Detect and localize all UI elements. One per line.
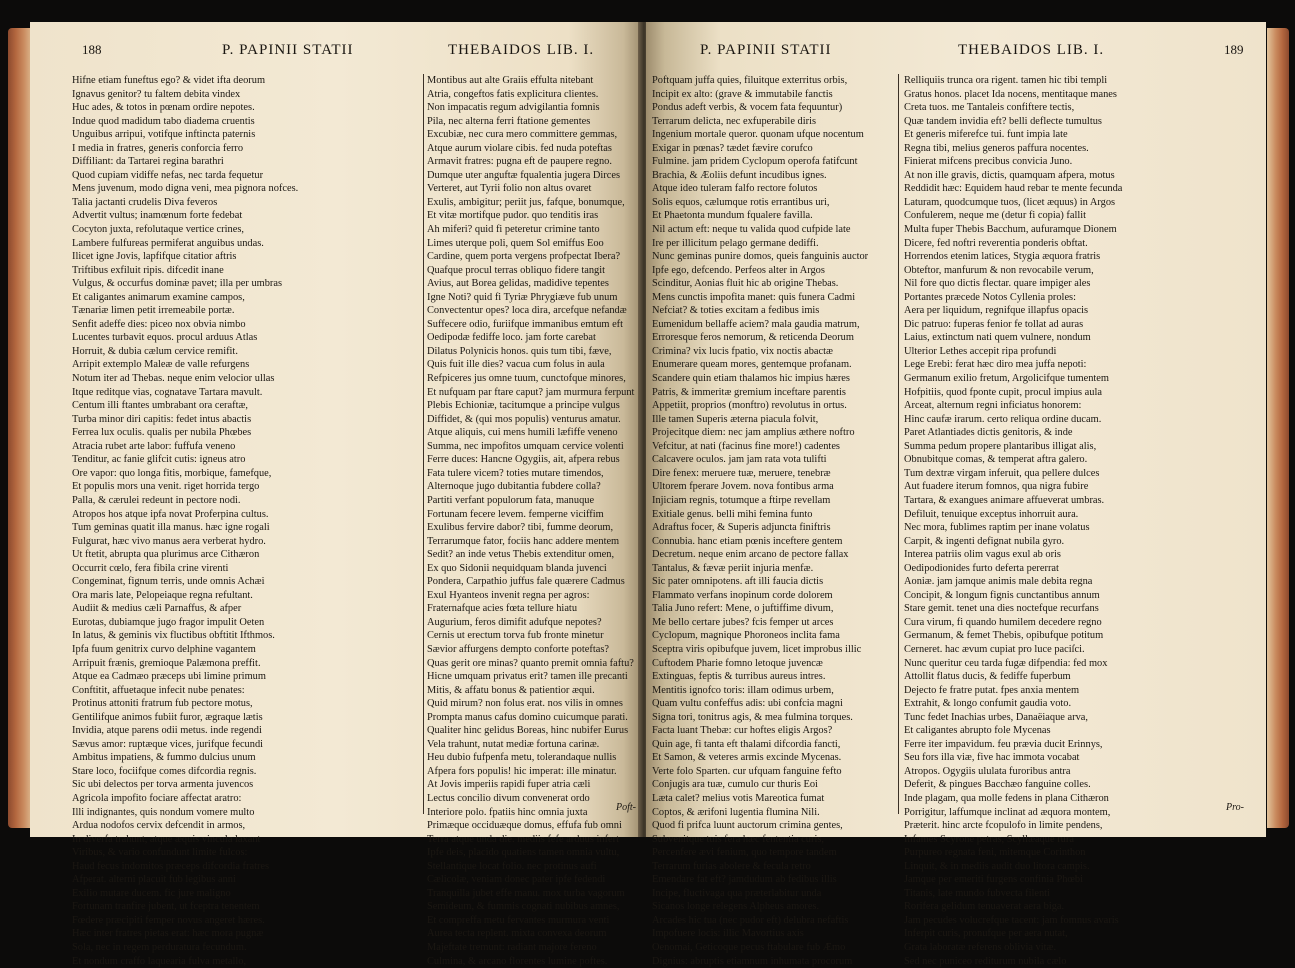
- verse-line: Subvenitque tuis fera hæc fententia curis,: [652, 833, 824, 845]
- verse-line: Arripit extemplo Maleæ de valle refurgens: [72, 359, 250, 371]
- verse-line: Interiore polo. fpatiis hinc omnia juxta: [427, 806, 588, 818]
- verse-line: Pondus adeft verbis, & vocem fata fequuntur): [652, 102, 843, 114]
- verse-line: Appetiit, proprios (monftro) revolutus in ortus.: [652, 400, 847, 412]
- verse-line: Crimina? vix lucis fpatio, vix noctis abactæ: [652, 345, 833, 357]
- verse-line: Plebis Echioniæ, tacitumque a principe vulgus: [427, 400, 620, 412]
- verse-line: Cardine, quem porta vergens profpectat Ibera?: [427, 251, 621, 263]
- verse-line: Tænariæ limen petit irremeabile portæ.: [72, 305, 235, 317]
- verse-line: Mens juvenum, modo digna veni, mea pignora nofces.: [72, 183, 299, 195]
- verse-line: Extinguas, feptis & turribus aureus intres.: [652, 671, 826, 683]
- verse-line: Stare loco, fociifque comes difcordia regnis.: [72, 765, 257, 777]
- verse-line: Linquit, & in mediis audit duo litora campis.: [904, 860, 1090, 872]
- verse-line: Quam vultu confeffus adis: ubi confcia magni: [652, 698, 843, 710]
- verse-line: Pondera, Carpathio juffus fale quærere Cadmus: [427, 576, 625, 588]
- verse-line: Talia Juno refert: Mene, o juftiffime divum,: [652, 603, 834, 615]
- verse-line: Tum geminas quatit illa manus. hæc igne rogali: [72, 522, 270, 534]
- verse-line: Illi indignantes, quis nondum vomere multo: [72, 806, 255, 818]
- verse-line: Tenditur, ac fanie glifcit cutis: igneus atro: [72, 454, 246, 466]
- verse-line: Tum dextræ virgam inferuit, qua pellere dulces: [904, 467, 1100, 479]
- verse-line: At non ille gravis, dictis, quamquam afpera, motus: [904, 169, 1115, 181]
- verse-line: Multa fuper Thebis Bacchum, aufuramque Dionem: [904, 224, 1117, 236]
- verse-line: Stare gemit. tenet una dies noctefque recurfans: [904, 603, 1099, 615]
- verse-line: Tranquilla jubet effe manu. mox turba vagorum: [427, 887, 625, 899]
- right-header-author: P. PAPINII STATII: [700, 42, 832, 58]
- verse-line: Summa pedum propere plantaribus illigat alis,: [904, 440, 1097, 452]
- verse-line: Confulerem, neque me (detur fi copia) fallit: [904, 210, 1087, 222]
- verse-line: Et compreffa metu fervantes murmura venti: [427, 914, 610, 926]
- verse-line: Inde plagam, qua molle fedens in plana Cithæron: [904, 792, 1109, 804]
- verse-line: Ferre iter impavidum. feu prævia ducit Erinnys,: [904, 738, 1103, 750]
- verse-line: Tantalus, & fævæ periit injuria menfæ.: [652, 562, 814, 574]
- verse-line: Semideum, & fummis cognati nubibus amnes,: [427, 901, 620, 913]
- verse-line: Convectentur opes? loca dira, arcefque nefandæ: [427, 305, 627, 317]
- verse-line: Quin age, fi tanta eft thalami difcordia fancti,: [652, 738, 841, 750]
- verse-line: Exilio mutare ducem. fic jure maligno: [72, 887, 231, 899]
- right-page: [646, 22, 1266, 967]
- verse-line: Atracia rubet arte labor: fuffufa veneno: [72, 440, 236, 452]
- verse-line: Infames Scyrone petras, Scyllæaque rura: [904, 833, 1074, 845]
- verse-line: Quis fuit ille dies? vacua cum folus in aula: [427, 359, 605, 371]
- verse-line: Ferrea lux oculis. qualis per nubila Phœbes: [72, 427, 252, 439]
- verse-line: Culmina, & arcano florentes lumine poftes.: [427, 955, 608, 967]
- verse-line: Armavit fratres: pugna eft de paupere regno.: [427, 156, 612, 168]
- verse-line: Hifne etiam funeftus ego? & videt ifta deorum: [72, 75, 266, 86]
- verse-line: Lucentes turbavit equos. procul arduus Atlas: [72, 332, 258, 344]
- verse-line: Et caligantes animarum examine campos,: [72, 291, 245, 303]
- verse-line: Exitiale genus. belli mihi femina funto: [652, 508, 813, 520]
- verse-line: Purpureo regnata feni, mitemque Corinthon: [904, 847, 1086, 859]
- verse-line: Finierat mifcens precibus convicia Juno.: [904, 156, 1073, 168]
- verse-line: Nefciat? & toties excitam a fedibus imis: [652, 305, 820, 317]
- verse-line: Nil actum eft: neque tu valida quod cufpide late: [652, 224, 851, 236]
- verse-line: Et nondum craffo laquearia fulva metallo,: [72, 955, 247, 967]
- verse-line: Dejecto fe fratre putat. fpes anxia mentem: [904, 684, 1080, 696]
- verse-line: Creta tuos. me Tantaleis confiftere tectis,: [904, 102, 1075, 114]
- right-catchword: Pro-: [1226, 802, 1244, 813]
- verse-line: Partiti verfant populorum fata, manuque: [427, 494, 595, 506]
- verse-line: Exul Hyanteos invenit regna per agros:: [427, 589, 590, 601]
- verse-line: Turba minor diri capitis: fedet intus abactis: [72, 413, 252, 425]
- left-column-2: [427, 74, 641, 968]
- verse-line: Primæque occiduæque domus, effufa fub omni: [427, 820, 622, 832]
- verse-line: Avius, aut Borea gelidas, madidive tepentes: [427, 278, 609, 290]
- verse-line: Excubiæ, nec cura mero committere gemmas,: [427, 129, 618, 141]
- verse-line: Defiluit, tenuique exceptus inhorruit aura.: [904, 508, 1079, 520]
- verse-line: Atropos. Ogygiis ululata furoribus antra: [904, 765, 1071, 777]
- verse-line: Fœdere præcipiti femper novus angeret hæres.: [72, 914, 265, 926]
- column-rule: [898, 74, 899, 814]
- verse-line: Incipe, fluctivaga qua præterlabitur unda: [652, 887, 822, 899]
- verse-line: Nec mora, fublimes raptim per inane volatus: [904, 522, 1090, 534]
- verse-line: Atque ea Cadmæo præceps ubi limine primum: [72, 671, 266, 683]
- verse-line: Protinus attoniti fratrum fub pectore motus,: [72, 698, 253, 710]
- left-page-number: 188: [82, 42, 102, 57]
- verse-line: Occurrit cœlo, fera fibila crine virenti: [72, 562, 229, 574]
- verse-line: Ore vapor: quo longa fitis, morbique, famefque,: [72, 467, 272, 479]
- verse-line: Ipfe deis, placido quatiens tamen omnia vultu,: [427, 847, 620, 859]
- verse-line: Dumque uter anguftæ fqualentia jugera Dirces: [427, 169, 621, 181]
- verse-line: Portantes præcede Notos Cyllenia proles:: [904, 291, 1076, 303]
- verse-line: Enumerare queam mores, gentemque profanam.: [652, 359, 852, 371]
- verse-line: Sævior affurgens dempto conforte poteftas?: [427, 643, 609, 655]
- verse-line: Summa, nec impofitos umquam cervice volenti: [427, 440, 624, 452]
- verse-line: Projecitque diem: nec jam amplius æthere noftro: [652, 427, 855, 439]
- verse-line: Calcavere oculos. jam jam rata vota tulifti: [652, 454, 827, 466]
- verse-line: Carpit, & ingenti defignat nubila gyro.: [904, 535, 1065, 547]
- verse-line: Et caligantes abrupto fole Mycenas: [904, 725, 1051, 737]
- verse-line: Sedit? an inde vetus Thebis extenditur omen,: [427, 549, 615, 561]
- verse-line: Cyclopum, magnique Phoroneos inclita fama: [652, 630, 840, 642]
- verse-line: Verteret, aut Tyrii folio non altus ovaret: [427, 183, 592, 195]
- verse-line: Diffidet, & (qui mos populis) venturus amatur.: [427, 413, 621, 425]
- verse-line: Ultorem fperare Jovem. nova fontibus arma: [652, 481, 834, 493]
- right-page-edges: [1267, 28, 1289, 828]
- verse-line: Deferit, & pingues Bacchæo fanguine colles.: [904, 779, 1091, 791]
- verse-line: Advertit vultus; inamœnum forte fedebat: [72, 210, 243, 222]
- left-column-1: [72, 74, 418, 968]
- verse-line: Fulgurat, hæc vivo manus aera verberat hydro.: [72, 535, 266, 547]
- left-catchword: Poft-: [616, 802, 636, 813]
- verse-line: Vefcitur, at nati (facinus fine more!) cadentes: [652, 440, 840, 452]
- verse-line: Connubia. hanc etiam pœnis inceftere gentem: [652, 535, 843, 547]
- verse-line: Paret Atlantiades dictis genitoris, & inde: [904, 427, 1073, 439]
- verse-line: Eumenidum bellaffe aciem? mala gaudia matrum,: [652, 318, 860, 330]
- verse-line: Læta calet? melius votis Mareotica fumat: [652, 792, 825, 804]
- verse-line: Vulgus, & occurfus dominæ pavet; illa per umbras: [72, 278, 283, 290]
- verse-line: Dire fenex: meruere tuæ, meruere, tenebræ: [652, 467, 831, 479]
- verse-line: Mitis, & affatu bonus & patientior æqui.: [427, 684, 595, 696]
- verse-line: Congeminat, fignum terris, unde omnis Achæi: [72, 576, 265, 588]
- verse-line: Alternoque jugo dubitantia fubdere colla?: [427, 481, 601, 493]
- verse-line: Cuftodem Pharie fomno letoque juvencæ: [652, 657, 823, 669]
- verse-line: I media in fratres, generis conforcia ferro: [72, 142, 244, 154]
- verse-line: Itque reditque vias, cognatave Tartara mavult.: [72, 386, 263, 398]
- verse-line: Haud fecus indomitos præceps difcordia fratres: [72, 860, 270, 872]
- verse-line: Sicanos longe relegens Alpheus amores.: [652, 901, 820, 913]
- right-header-title: THEBAIDOS LIB. I.: [958, 42, 1105, 58]
- verse-line: Indue quod madidum tabo diadema cruentis: [72, 115, 255, 127]
- verse-line: Aoniæ. jam jamque animis male debita regna: [904, 576, 1093, 588]
- verse-line: Sola, nec in regem perduratura fecundum.: [72, 942, 247, 953]
- verse-line: Et vitæ mortifque pudor. quo tenditis iras: [427, 210, 599, 222]
- verse-line: Ambitus impatiens, & fummo dulcius unum: [72, 752, 256, 764]
- verse-line: Non impacatis regum advigilantia fomnis: [427, 102, 600, 114]
- left-header-title: THEBAIDOS LIB. I.: [448, 42, 595, 58]
- open-book: [0, 22, 1295, 967]
- verse-line: Mentitis ignofco toris: illam odimus urbem,: [652, 684, 834, 696]
- verse-line: Gentilifque animos fubiit furor, ægraque lætis: [72, 711, 263, 723]
- verse-line: Atropos hos atque ipfa novat Proferpina cultus.: [72, 508, 269, 520]
- verse-line: Injiciam regnis, totumque a ftirpe revellam: [652, 494, 831, 506]
- verse-line: Aera per liquidum, regnifque illapfus opacis: [904, 305, 1089, 317]
- verse-line: Triftibus exfiluit ripis. difcedit inane: [72, 264, 224, 276]
- verse-line: Audiit & medius cæli Parnaffus, & afper: [72, 603, 242, 615]
- verse-line: Dilatus Polynicis honos. quis tum tibi, fæve,: [427, 345, 612, 357]
- verse-line: Et Samon, & veteres armis excinde Mycenas.: [652, 752, 842, 764]
- verse-line: Mens cunctis impofita manet: quis funera Cadmi: [652, 291, 856, 303]
- verse-line: Quod cupiam vidiffe nefas, nec tarda fequetur: [72, 169, 264, 181]
- verse-line: Hinc caufæ irarum. certo reliqua ordine ducam.: [904, 413, 1102, 425]
- verse-line: Tunc fedet Inachias urbes, Danaëiaque arva,: [904, 711, 1088, 723]
- left-page: [30, 22, 642, 967]
- verse-line: Stellantique locat folio. nec protinus aufi: [427, 860, 597, 872]
- verse-line: Gratus honos. placet Ida nocens, mentitaque manes: [904, 88, 1117, 100]
- verse-line: Centum illi ftantes umbrabant ora ceraftæ,: [72, 400, 249, 412]
- verse-line: Dignius: abruptis etiamnum inhumata procorum: [652, 955, 853, 967]
- verse-line: Quid mirum? non folus erat. nos vilis in omnes: [427, 698, 623, 710]
- verse-line: Fraternafque acies fœta tellure hiatu: [427, 603, 578, 615]
- verse-line: Flammato verfans inopinum corde dolorem: [652, 589, 833, 601]
- verse-line: Lambere fulfureas permiferat anguibus undas.: [72, 237, 264, 249]
- verse-line: Ora maris late, Pelopeiaque regna refultant.: [72, 589, 253, 601]
- verse-line: Ire per illicitum pelago germane dediffi.: [652, 237, 819, 249]
- verse-line: Germanum, & femet Thebis, opibufque potitum: [904, 630, 1104, 642]
- verse-line: Grata laboratæ referens oblivia vitæ.: [904, 942, 1057, 953]
- verse-line: Oedipodionides furto deferta pererrat: [904, 562, 1059, 574]
- verse-line: Reddidit hæc: Equidem haud rebar te mente fecunda: [904, 183, 1123, 195]
- verse-line: Ah miferi? quid fi peteretur crimine tanto: [427, 224, 600, 236]
- verse-line: Attollit flatus ducis, & fediffe fuperbum: [904, 671, 1071, 683]
- column-rule: [423, 74, 424, 814]
- verse-line: Cocyton juxta, refolutaque vertice crines,: [72, 224, 244, 236]
- verse-line: Oedipodæ fediffe loco. jam forte carebat: [427, 332, 596, 344]
- verse-line: Incipit ex alto: (grave & immutabile fanctis: [652, 88, 833, 100]
- verse-line: Verte folo Sparten. cur ufquam fanguine fefto: [652, 765, 842, 777]
- verse-line: Obnubitque comas, & temperat aftra galero.: [904, 454, 1088, 466]
- verse-line: Huc ades, & totos in pœnam ordire nepotes.: [72, 102, 255, 114]
- verse-line: Cælicolæ, veniam donec pater ipfe fedendi: [427, 874, 606, 886]
- right-column-1: [652, 74, 892, 968]
- verse-line: Afpera fors populis! hic imperat: ille minatur.: [427, 765, 617, 777]
- verse-line: Fulmine. jam pridem Cyclopum operofa fatifcunt: [652, 156, 858, 168]
- verse-line: Exulis, ambigitur; periit jus, fafque, bonumque,: [427, 196, 625, 208]
- verse-line: Sed nec puniceo rediturum nubila cælo: [904, 955, 1067, 967]
- verse-line: Germanum exilio fretum, Argolicifque tumentem: [904, 373, 1109, 385]
- verse-line: Terrarum furias abolere & fecula retro: [652, 860, 811, 872]
- verse-line: Nunc geminas punire domos, queis fanguinis auctor: [652, 251, 869, 263]
- verse-line: Agricola impofito fociare affectat aratro:: [72, 792, 242, 804]
- verse-line: Augurium, feros dimifit adufque nepotes?: [427, 616, 602, 628]
- verse-line: At Jovis imperiis rapidi fuper atria cæli: [427, 779, 591, 791]
- right-page-number: 189: [1224, 42, 1244, 57]
- verse-line: Conjugis ara tuæ, cumulo cur thuris Eoi: [652, 779, 818, 791]
- verse-line: Et populis mors una venit. riget horrida tergo: [72, 481, 260, 493]
- verse-line: Ex quo Sidonii nequidquam blanda juvenci: [427, 562, 607, 574]
- verse-line: Quafque procul terras obliquo fidere tangit: [427, 264, 606, 276]
- verse-line: Palla, & cærulei redeunt in pectore nodi.: [72, 494, 241, 506]
- verse-line: Præterit. hinc arcte fcopulofo in limite pendens,: [904, 820, 1103, 832]
- verse-line: Ulterior Lethes accepit ripa profundi: [904, 345, 1057, 357]
- verse-line: Exigar in pœnas? tædet fævire corufco: [652, 142, 813, 154]
- verse-line: Terrarum delicta, nec exfuperabile diris: [652, 115, 816, 127]
- verse-line: Decretum. neque enim arcano de pectore fallax: [652, 549, 849, 561]
- verse-line: Ut ftetit, abrupta qua plurimus arce Cithæron: [72, 549, 260, 561]
- verse-line: Jamque per emeriti furgens confinia Phœbi: [904, 874, 1083, 886]
- verse-line: Facta luant Thebæ: cur hoftes eligis Argos?: [652, 725, 833, 737]
- verse-line: Sceptra viris opibufque juvem, licet improbus illic: [652, 643, 862, 655]
- verse-line: Ferre duces: Hancne Ogygiis, ait, afpera rebus: [427, 454, 620, 466]
- verse-line: Tartara, & exangues animare affueverat umbras.: [904, 494, 1105, 506]
- verse-line: Sic ubi delectos per torva armenta juvencos: [72, 779, 254, 791]
- verse-line: Quas gerit ore minas? quanto premit omnia faftu?: [427, 657, 634, 669]
- verse-line: Ingenium mortale queror. quonam ufque nocentum: [652, 129, 864, 141]
- verse-line: Heu dubio fufpenfa metu, tolerandaque nullis: [427, 752, 617, 764]
- verse-line: Atria, congeftos fatis explicitura clientes.: [427, 88, 599, 100]
- verse-line: Lectus concilio divum convenerat ordo: [427, 792, 590, 804]
- verse-line: Senfit adeffe dies: piceo nox obvia nimbo: [72, 318, 246, 330]
- verse-line: Cernis ut erectum torva fub fronte minetur: [427, 630, 604, 642]
- verse-line: Emendare fat eft? jamdudum ab fedibus illis: [652, 874, 837, 886]
- verse-line: Cerneret. hac ævum cupiat pro luce paciſci.: [904, 643, 1085, 655]
- verse-line: Signa tori, tonitrus agis, & mea fulmina torques.: [652, 711, 853, 723]
- verse-line: Igne Noti? quid fi Tyriæ Phrygiæve fub unum: [427, 291, 618, 303]
- verse-line: Eurotas, dubiamque jugo fragor impulit Oeten: [72, 616, 265, 628]
- verse-line: Pila, nec alterna ferri ftatione gementes: [427, 115, 591, 127]
- verse-line: Notum iter ad Thebas. neque enim velocior ullas: [72, 373, 275, 385]
- verse-line: Inferpit curis, pronufque per aera nutat,: [904, 928, 1068, 940]
- verse-line: Porrigitur, laffumque inclinat ad æquora montem,: [904, 806, 1111, 818]
- verse-line: Atque aurum violare cibis. fed nuda poteftas: [427, 142, 612, 154]
- verse-line: Jam pecudes volucrefque tacent: jam fomnus avaris: [904, 914, 1119, 926]
- verse-line: Coptos, & ærifoni lugentia flumina Nili.: [652, 806, 820, 818]
- left-header-author: P. PAPINII STATII: [222, 42, 354, 58]
- verse-line: Aurea tecta replent. mixta convexa deorum: [427, 928, 607, 940]
- verse-line: Unguibus arripui, votifque inftincta paternis: [72, 129, 256, 141]
- verse-line: Laius, extinctum nati quem vulnere, nondum: [904, 332, 1091, 344]
- verse-line: Arripuit frænis, gremioque Palæmona preffit.: [72, 657, 261, 669]
- verse-line: Invidia, atque parens odii metus. inde regendi: [72, 725, 262, 737]
- verse-line: Atque aliquis, cui mens humili læfiffe veneno: [427, 427, 618, 439]
- verse-line: Ipfe ego, defcendo. Perfeos alter in Argos: [652, 264, 825, 276]
- verse-line: Titanis, late mundo fubvecta filenti: [904, 887, 1050, 899]
- verse-line: Limes uterque poli, quem Sol emiffus Eoo: [427, 237, 604, 249]
- verse-line: Nunc queritur ceu tarda fugæ difpendia: fed mox: [904, 657, 1108, 669]
- verse-line: Et Phaetonta mundum fqualere favilla.: [652, 210, 813, 222]
- verse-line: Et nufquam par ftare caput? jam murmura ferpunt: [427, 386, 635, 398]
- verse-line: In diverfa trahunt, atque æquis vincula laxant: [72, 833, 261, 845]
- verse-line: Regna tibi, melius generos paffura nocentes.: [904, 142, 1089, 154]
- verse-line: Arcades hic tua (nec pudor eft) delubra nefaftis: [652, 914, 849, 926]
- verse-line: Talia jactanti crudelis Diva feveros: [72, 196, 218, 208]
- verse-line: Seu fors illa viæ, five hac immota vocabat: [904, 752, 1080, 764]
- verse-line: Fata tulere vicem? toties mutare timendos,: [427, 467, 604, 479]
- verse-line: Ardua nodofos cervix defcendit in armos,: [72, 820, 246, 832]
- verse-line: Quæ tandem invidia eft? belli deflecte tumultus: [904, 115, 1102, 127]
- verse-line: In latus, & geminis vix fluctibus obftitit Ifthmos.: [72, 630, 275, 642]
- verse-line: Terrarumque fator, fociis hanc addere mentem: [427, 535, 620, 547]
- verse-line: Suffecere odio, furiifque immanibus emtum eft: [427, 318, 624, 330]
- verse-line: Ignavus genitor? tu faltem debita vindex: [72, 88, 241, 100]
- verse-line: Concipit, & longum fignis cunctantibus annum: [904, 589, 1100, 601]
- verse-line: Montibus aut alte Graiis effulta nitebant: [427, 75, 594, 86]
- verse-line: Qualiter hinc gelidus Boreas, hinc nubifer Eurus: [427, 725, 629, 737]
- verse-line: Interea patriis olim vagus exul ab oris: [904, 549, 1061, 561]
- verse-line: Percenfere ævi fenium, quo tempore tandem: [652, 847, 837, 859]
- verse-line: Majeftate tremunt: radiant majore fereno: [427, 942, 597, 953]
- verse-line: Me bello certare jubes? fcis femper ut arces: [652, 616, 834, 628]
- verse-line: Ipfa fuum genitrix curvo delphine vagantem: [72, 643, 256, 655]
- verse-line: Conftitit, affuetaque infecit nube penates:: [72, 684, 245, 696]
- right-column-2: [904, 74, 1250, 968]
- verse-line: Ilicet igne Jovis, lapfifque citatior aftris: [72, 251, 237, 263]
- verse-line: Viribus, & vario confundunt limite fulcos:: [72, 847, 248, 859]
- verse-line: Sic pater omnipotens. aft illi faucia dictis: [652, 576, 824, 588]
- verse-line: Poftquam juffa quies, filuitque exterritus orbis,: [652, 75, 848, 86]
- verse-line: Ille tamen Superis æterna piacula folvit,: [652, 413, 819, 425]
- verse-line: Relliquiis trunca ora rigent. tamen hic tibi templi: [904, 75, 1108, 86]
- verse-line: Quod fi prifca luunt auctorum crimina gentes,: [652, 820, 843, 832]
- verse-line: Afperat. alterni placuit fub legibus anni: [72, 874, 236, 886]
- verse-line: Cura virum, fi quando humilem decedere regno: [904, 616, 1102, 628]
- verse-line: Erroresque feros nemorum, & reticenda Deorum: [652, 332, 854, 344]
- verse-line: Vela trahunt, nutat mediæ fortuna carinæ.: [427, 738, 600, 750]
- verse-line: Sævus amor: ruptæque vices, jurifque fecundi: [72, 738, 264, 750]
- verse-line: Prompta manus cafus domino cuicumque parati.: [427, 711, 628, 723]
- verse-line: Dicere, fed noftri reverentia ponderis obftat.: [904, 237, 1088, 249]
- verse-line: Refpiceres jus omne tuum, cunctofque minores,: [427, 373, 626, 385]
- verse-line: Arceat, alternum regni inficiatus honorem:: [904, 400, 1082, 412]
- verse-line: Hofpitiis, quod fponte cupit, procul impius aula: [904, 386, 1102, 398]
- verse-line: Rorifera gelidum tenuaverat aera biga.: [904, 901, 1065, 913]
- verse-line: Aut fuadere iterum fomnos, qua nigra fubire: [904, 481, 1089, 493]
- verse-line: Terra atque unda die. mediis fefe arduus infert: [427, 833, 619, 845]
- verse-line: Impofuere locis: illic Mavortius axis: [652, 928, 804, 940]
- verse-line: Diffiliant: da Tartarei regina barathri: [72, 156, 224, 168]
- verse-line: Dic patruo: fuperas fenior fe tollat ad auras: [904, 318, 1084, 330]
- verse-line: Brachia, & Æoliis defunt incudibus ignes.: [652, 169, 827, 181]
- verse-line: Horrendos etenim latices, Stygia æquora fratris: [904, 251, 1101, 263]
- verse-line: Hæc inter fratres pietas erat: hæc mora pugnæ: [72, 928, 264, 940]
- verse-line: Fortunam fecere levem. femperne viciffim: [427, 508, 604, 520]
- verse-line: Oenomai, Geticoque pecus ftabulare fub Æmo: [652, 942, 846, 953]
- verse-line: Adraftus focer, & Superis adjuncta finiftris: [652, 522, 831, 534]
- verse-line: Obteftor, manfurum & non revocabile verum,: [904, 264, 1094, 276]
- verse-line: Solis equos, cælumque rotis errantibus uri,: [652, 196, 830, 208]
- verse-line: Hicne umquam privatus erit? tamen ille precanti: [427, 671, 628, 683]
- verse-line: Exulibus fervire dabor? tibi, fumme deorum,: [427, 522, 614, 534]
- verse-line: Lege Erebi: ferat hæc diro mea juffa nepoti:: [904, 359, 1087, 371]
- verse-line: Extrahit, & longo confumit gaudia voto.: [904, 698, 1072, 710]
- verse-line: Patris, & immeritæ gremium inceftare parentis: [652, 386, 846, 398]
- verse-line: Fortunam tranfire jubent, ut fceptra tenentem: [72, 901, 260, 913]
- verse-line: Atque ideo tuleram falfo rectore folutos: [652, 183, 818, 195]
- verse-line: Et generis miferefce tui. funt impia late: [904, 129, 1068, 141]
- verse-line: Horruit, & dubia cælum cervice remifit.: [72, 345, 238, 357]
- verse-line: Scinditur, Aonias fluit hic ab origine Thebas.: [652, 278, 839, 290]
- verse-line: Scandere quin etiam thalamos hic impius hæres: [652, 373, 850, 385]
- verse-line: Laturam, quodcumque tuos, (licet æquus) in Argos: [904, 196, 1116, 208]
- verse-line: Nil fore quo dictis flectar. quare impiger ales: [904, 278, 1091, 290]
